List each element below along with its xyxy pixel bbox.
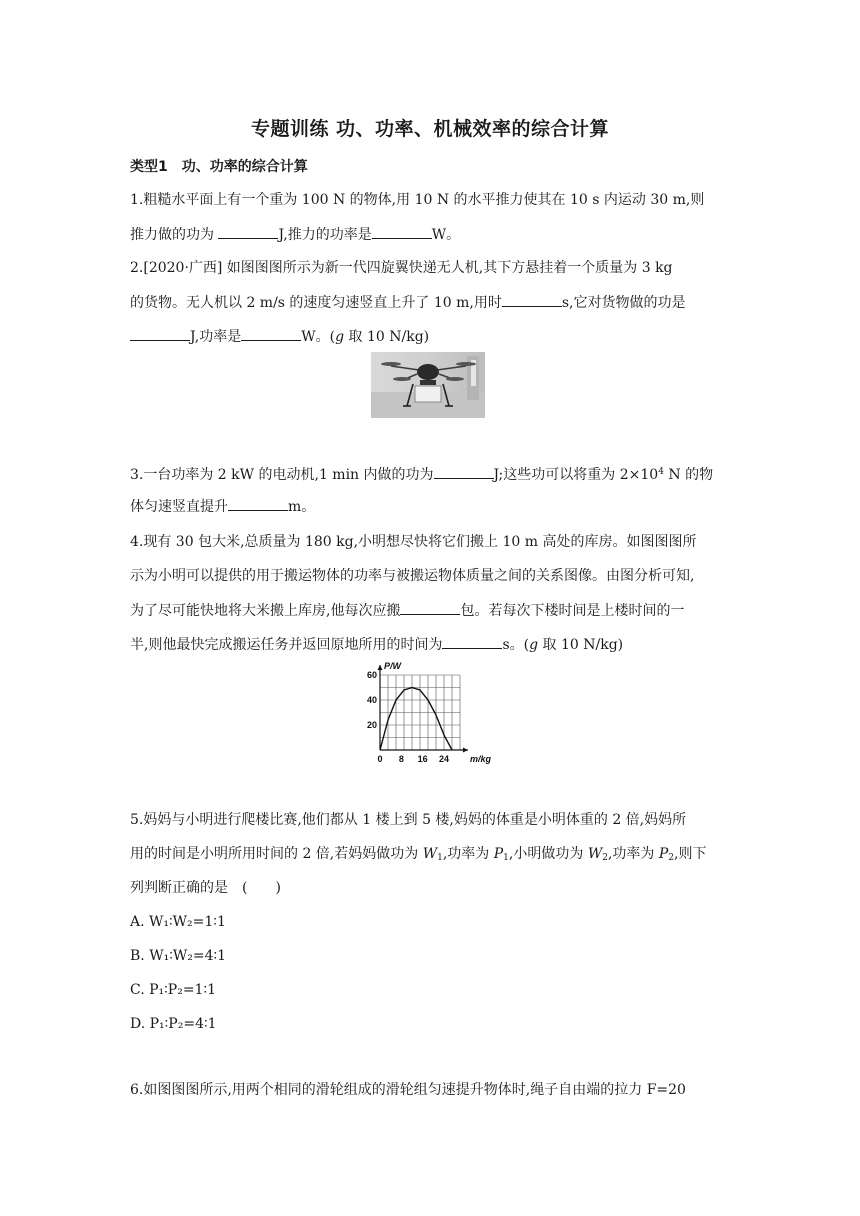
q2-text-d: W。( <box>301 329 336 345</box>
q2-line2 <box>130 292 686 313</box>
q1-text-b: J,推力的功率是 <box>278 227 372 243</box>
x-tick-label: 24 <box>438 754 450 764</box>
x-tick-label: 0 <box>377 754 383 764</box>
q4-text-b: 包。若每次下楼时间是上楼时间的一 <box>460 603 685 619</box>
q1-line2 <box>130 224 460 245</box>
q5-symbol-p1: P <box>493 846 504 862</box>
power-curve <box>380 688 452 751</box>
q2-g-symbol: g <box>335 329 345 345</box>
q5-text-d: ,功率为 <box>607 846 659 862</box>
q4-line4 <box>130 634 623 655</box>
q1-line1: 1.粗糙水平面上有一个重为 100 N 的物体,用 10 N 的水平推力使其在 10 s 内运动 30 m,则 <box>130 192 705 208</box>
q3-line1 <box>130 462 713 485</box>
q5-sub-w1: 1 <box>437 853 443 863</box>
q4-line1: 4.现有 30 包大米,总质量为 180 kg,小明想尽快将它们搬上 10 m 高处的库房。如图图图所 <box>130 534 697 550</box>
q5-line1: 5.妈妈与小明进行爬楼比赛,他们都从 1 楼上到 5 楼,妈妈的体重是小明体重的 2 倍,妈妈所 <box>130 812 687 828</box>
q2-answer-blank-work[interactable] <box>130 326 190 341</box>
y-axis-label: P/W <box>384 661 401 671</box>
q3-text-a: 3.一台功率为 2 kW 的电动机,1 min 内做的功为 <box>130 467 434 483</box>
q2-text-a: 的货物。无人机以 2 m/s 的速度匀速竖直上升了 10 m,用时 <box>130 295 502 311</box>
q5-text-e: ,则下 <box>674 846 707 862</box>
drone-photo <box>371 352 485 418</box>
q4-g-symbol: g <box>529 637 539 653</box>
q5-option-b[interactable]: B. W₁∶W₂=4∶1 <box>130 948 227 964</box>
q1-answer-blank-work[interactable] <box>218 224 278 239</box>
q3-exponent: 4 <box>658 467 664 477</box>
q4-text-a: 为了尽可能快地将大米搬上库房,他每次应搬 <box>130 603 401 619</box>
q4-text-d: s。( <box>502 637 530 653</box>
q1-text-c: W。 <box>431 227 461 243</box>
y-tick-label: 40 <box>366 695 377 705</box>
q3-text-b: J;这些功可以将重为 2×10 <box>493 467 659 483</box>
page-title: 专题训练 功、功率、机械效率的综合计算 <box>250 118 610 140</box>
x-axis-label: m/kg <box>470 754 492 764</box>
q2-text-e: 取 10 N/kg) <box>344 329 430 345</box>
x-tick-label: 8 <box>398 754 404 764</box>
q3-answer-blank-height[interactable] <box>228 496 288 511</box>
q4-answer-blank-bags[interactable] <box>400 600 460 615</box>
q5-text-c: ,小明做功为 <box>508 846 588 862</box>
q5-sub-p2: 2 <box>668 853 674 863</box>
q5-symbol-p2: P <box>658 846 669 862</box>
q2-text-b: s,它对货物做的功是 <box>561 295 686 311</box>
y-tick-label: 60 <box>366 670 377 680</box>
q2-line3 <box>130 326 429 347</box>
q5-symbol-w2: W <box>587 846 603 862</box>
q4-line2: 示为小明可以提供的用于搬运物体的功率与被搬运物体质量之间的关系图像。由图分析可知, <box>130 568 695 584</box>
q3-text-e: m。 <box>288 499 316 515</box>
q4-answer-blank-time[interactable] <box>442 634 502 649</box>
q5-line3: 列判断正确的是 ( ) <box>130 880 281 896</box>
section-heading-type1: 类型1 功、功率的综合计算 <box>130 159 308 175</box>
q5-option-a[interactable]: A. W₁∶W₂=1∶1 <box>130 914 226 930</box>
q5-option-d[interactable]: D. P₁∶P₂=4∶1 <box>130 1016 217 1032</box>
x-tick-label: 16 <box>417 754 428 764</box>
power-mass-graph <box>334 655 502 773</box>
q4-text-c: 半,则他最快完成搬运任务并返回原地所用的时间为 <box>130 637 443 653</box>
q5-sub-p1: 1 <box>503 853 509 863</box>
q3-answer-blank-work[interactable] <box>434 464 494 479</box>
q3-text-d: 体匀速竖直提升 <box>130 499 228 515</box>
y-axis-arrow <box>378 665 383 670</box>
q4-line3 <box>130 600 684 621</box>
q3-line2 <box>130 496 315 517</box>
x-axis-arrow <box>463 748 468 753</box>
q1-answer-blank-power[interactable] <box>372 224 432 239</box>
q6-line1: 6.如图图图所示,用两个相同的滑轮组成的滑轮组匀速提升物体时,绳子自由端的拉力 F=20 <box>130 1082 686 1098</box>
q5-option-c[interactable]: C. P₁∶P₂=1∶1 <box>130 982 217 998</box>
q5-text-a: 用的时间是小明所用时间的 2 倍,若妈妈做功为 <box>130 846 423 862</box>
q2-answer-blank-power[interactable] <box>241 326 301 341</box>
q1-text-a: 推力做的功为 <box>130 227 219 243</box>
q5-line2 <box>130 844 706 868</box>
q3-text-c: N 的物 <box>663 467 714 483</box>
q2-line1: 2.[2020·广西] 如图图图所示为新一代四旋翼快递无人机,其下方悬挂着一个质量为 3 kg <box>130 260 673 276</box>
q4-text-e: 取 10 N/kg) <box>538 637 624 653</box>
q2-answer-blank-time[interactable] <box>502 292 562 307</box>
y-tick-label: 20 <box>366 720 377 730</box>
q5-symbol-w1: W <box>422 846 438 862</box>
q5-sub-w2: 2 <box>602 853 608 863</box>
q2-text-c: J,功率是 <box>190 329 242 345</box>
q5-text-b: ,功率为 <box>442 846 494 862</box>
